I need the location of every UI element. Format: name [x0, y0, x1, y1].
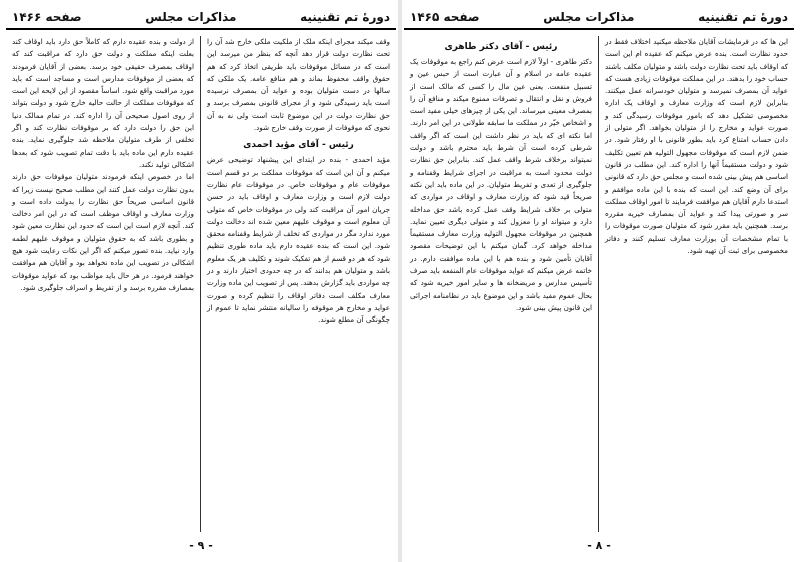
left-page-series-title: دورهٔ تم تقنینیه	[300, 10, 390, 24]
left-page-col-left	[6, 36, 201, 532]
left-page-columns	[6, 36, 396, 532]
left-page-col-right	[201, 36, 396, 532]
right-page-series-title: دورهٔ تم تقنینیه	[698, 10, 788, 24]
left-page-number-label: صفحه ۱۴۶۶	[12, 10, 82, 24]
right-page	[404, 6, 794, 554]
paragraph: این ها که در فرمایشات آقایان ملاحظه میکنید اختلاف فقط در حدود نظارت است. بنده عرض میکنم که عقیده ام این است که اوقاف باید تحت نظارت دولت باشد و متولیان مکلف باشند حساب خود را بدهند. در این مملکت موقوفات زیادی هست که عواید آن بمصرف نمیرسد و متولیان خودسرانه عمل میکنند. بنابراین لازم است که وزارت معارف و اوقاف یک اداره مخصوصی تشکیل دهد که بامور موقوفات رسیدگی کند و صورت عواید و مخارج را از متولیان بخواهد. اگر متولی از دادن حساب امتناع کرد باید بطور قانونی با او رفتار شود. در ضمن لازم است که موقوفات مجهول التولیه هم تعیین تکلیف شود و دولت مستقیماً آنها را اداره کند. این مطلب در قانون اساسی هم پیش بینی شده است و مجلس حق دارد که قانونی برای آن وضع کند. این است که بنده با این ماده موافقم و استدعا دارم آقایان هم موافقت فرمایند تا امور اوقاف مملکت سر و صورتی پیدا کند و عواید آن بمصارف خیریه مقرره برسد. همچنین باید مقرر شود که متولیان صورت موقوفات را با تمام مشخصات آن بوزارت معارف تسلیم کنند و دفاتر مخصوصی برای ثبت آن تهیه شود.	[605, 37, 788, 256]
right-page-number-label: صفحه ۱۴۶۵	[410, 10, 480, 24]
speaker-heading: رئیس - آقای مؤید احمدی	[243, 140, 354, 151]
paragraph: وقف میکند مجرای اینکه ملک از ملکیت ملکی خارج شد آن را تحت نظارت دولت قرار دهد آنچه که بنظر من میرسد این است که در مسائل موقوفات باید طریقی اتخاذ کرد که هم حقوق واقف محفوظ بماند و هم منافع عامه. یک ملکی که سالها در دست متولیان بوده و عواید آن بمصرف نرسیده است باید رسیدگی شود و از مجرای قانونی بمصرف برسد و حق نظارت دولت در این موضوع ثابت است ولی نه به آن نحوی که موقوفات از صورت وقف خارج شود.	[207, 37, 390, 133]
left-page-header	[6, 6, 396, 30]
right-page-col-left	[404, 36, 599, 532]
paragraph: مؤید احمدی - بنده در ابتدای این پیشنهاد توضیحی عرض میکنم و آن این است که موقوفات مملکت بر دو قسم است موقوفات عام و موقوفات خاص. در موقوفات عام نظارت دولت لازم است و وزارت معارف و اوقاف باید در حسن جریان امور آن مراقبت کند ولی در موقوفات خاص که متولی آن معلوم است و موقوف علیهم معین شده اند دخالت دولت مورد ندارد مگر در مواردی که تخلف از شرایط وقفنامه محقق شود. این است که بنده عقیده دارم باید ماده طوری تنظیم شود که هر دو قسم از هم تفکیک شوند و تکلیف هر یک معلوم باشد و متولیان هم بدانند که در چه حدودی اختیار دارند و در چه مواردی باید گزارش بدهند. پس از تصویب این ماده وزارت معارف مکلف است دفاتر اوقاف را تنظیم کرده و صورت عواید و مخارج هر موقوفه را سالیانه منتشر نماید تا عموم از چگونگی آن مطلع شوند.	[207, 155, 390, 325]
right-page-footer-number: - ۸ -	[587, 538, 611, 552]
right-page-header	[404, 6, 794, 30]
right-page-columns	[404, 36, 794, 532]
left-page-running-title: مذاکرات مجلس	[145, 10, 237, 24]
paragraph: دکتر طاهری - اولاً لازم است عرض کنم راجع به موقوفات یک عقیده عامه در اسلام و آن عبارت است از حبس عین و تسبیل منفعت. یعنی عین مال را کسی که مالک است از فروش و نقل و انتقال و تصرفات ممنوع میکند و منافع آن را بمصرف معینی میرساند. این یکی از چیزهای خیلی مفید است و اشخاص خیّر در مملکت ما سابقه طولانی در این امر دارند. اما نکته ای که باید در نظر داشت این است که اگر واقف شرطی کرده است آن شرط باید محترم باشد و دولت نمیتواند برخلاف شرط واقف عمل کند. بنابراین حق نظارت دولت محدود است به مراقبت در اجرای شرایط وقفنامه و جلوگیری از تعدی و تفریط متولیان. در این ماده باید این نکته صریحاً قید شود که وزارت معارف و اوقاف در مواردی که متولی بر خلاف شرایط وقف عمل کرده باشد حق مداخله دارد و میتواند او را معزول کند و متولی دیگری تعیین نماید. همچنین در موقوفات مجهول التولیه وزارت معارف مستقیماً مداخله خواهد کرد. گمان میکنم با این توضیحات مقصود آقایان تأمین شود و بنده هم با این ماده موافقت دارم. در خاتمه عرض میکنم که عواید موقوفات عام المنفعه باید صرف تأسیس مدارس و مریضخانه ها و سایر امور خیریه شود که بحال عموم مفید باشد و این موضوع باید در نظامنامه اجرائی این قانون پیش بینی شود.	[410, 57, 592, 312]
book-gutter	[398, 0, 402, 562]
paragraph: از دولت و بنده عقیده دارم که کاملاً حق دارد باید اوقاف کند بعلت اینکه مملکت و دولت حق دارد که مراقبت کند که اوقاف بمصرف حقیقی خود برسد. بعضی از آقایان فرمودند که بعضی از موقوفات مدارس است و مساجد است که باید مورد مراقبت واقع شود. اساساً مقصود از این لایحه این است که موقوفات مملکت از حالت حالیه خارج شود و دولت بتواند از روی اصول صحیحی آن را اداره کند. در تمام ممالک دنیا این حق را دولت دارد که بر موقوفات نظارت کند و اگر تخلفی از طرف متولیان ملاحظه شد جلوگیری نماید. بنده عقیده دارم این ماده باید با دقت تمام تصویب شود که بعدها اشکالی تولید نکند.	[12, 37, 194, 169]
paragraph: اما در خصوص اینکه فرمودند متولیان موقوفات حق دارند بدون نظارت دولت عمل کنند این مطلب صحیح نیست زیرا که قانون اساسی صریحاً حق نظارت را بدولت داده است و وزارت معارف و اوقاف موظف است که در این امر دخالت کند. آنچه لازم است این است که حدود این نظارت معین شود و بطوری باشد که به حقوق متولیان و موقوف علیهم لطمه وارد نیاید. بنده تصور میکنم که اگر این نکات رعایت شود هیچ اشکالی در تصویب این ماده نخواهد بود و آقایان هم موافقت خواهند فرمود. در هر حال باید مواظب بود که عواید موقوفات بمصارف مقرره برسد و از تفریط و اسراف جلوگیری شود.	[12, 172, 194, 292]
speaker-heading: رئیس - آقای دکتر طاهری	[444, 42, 558, 52]
right-page-col-right	[599, 36, 794, 532]
left-page	[6, 6, 396, 554]
right-page-running-title: مذاکرات مجلس	[543, 10, 635, 24]
left-page-footer-number: - ۹ -	[189, 538, 213, 552]
